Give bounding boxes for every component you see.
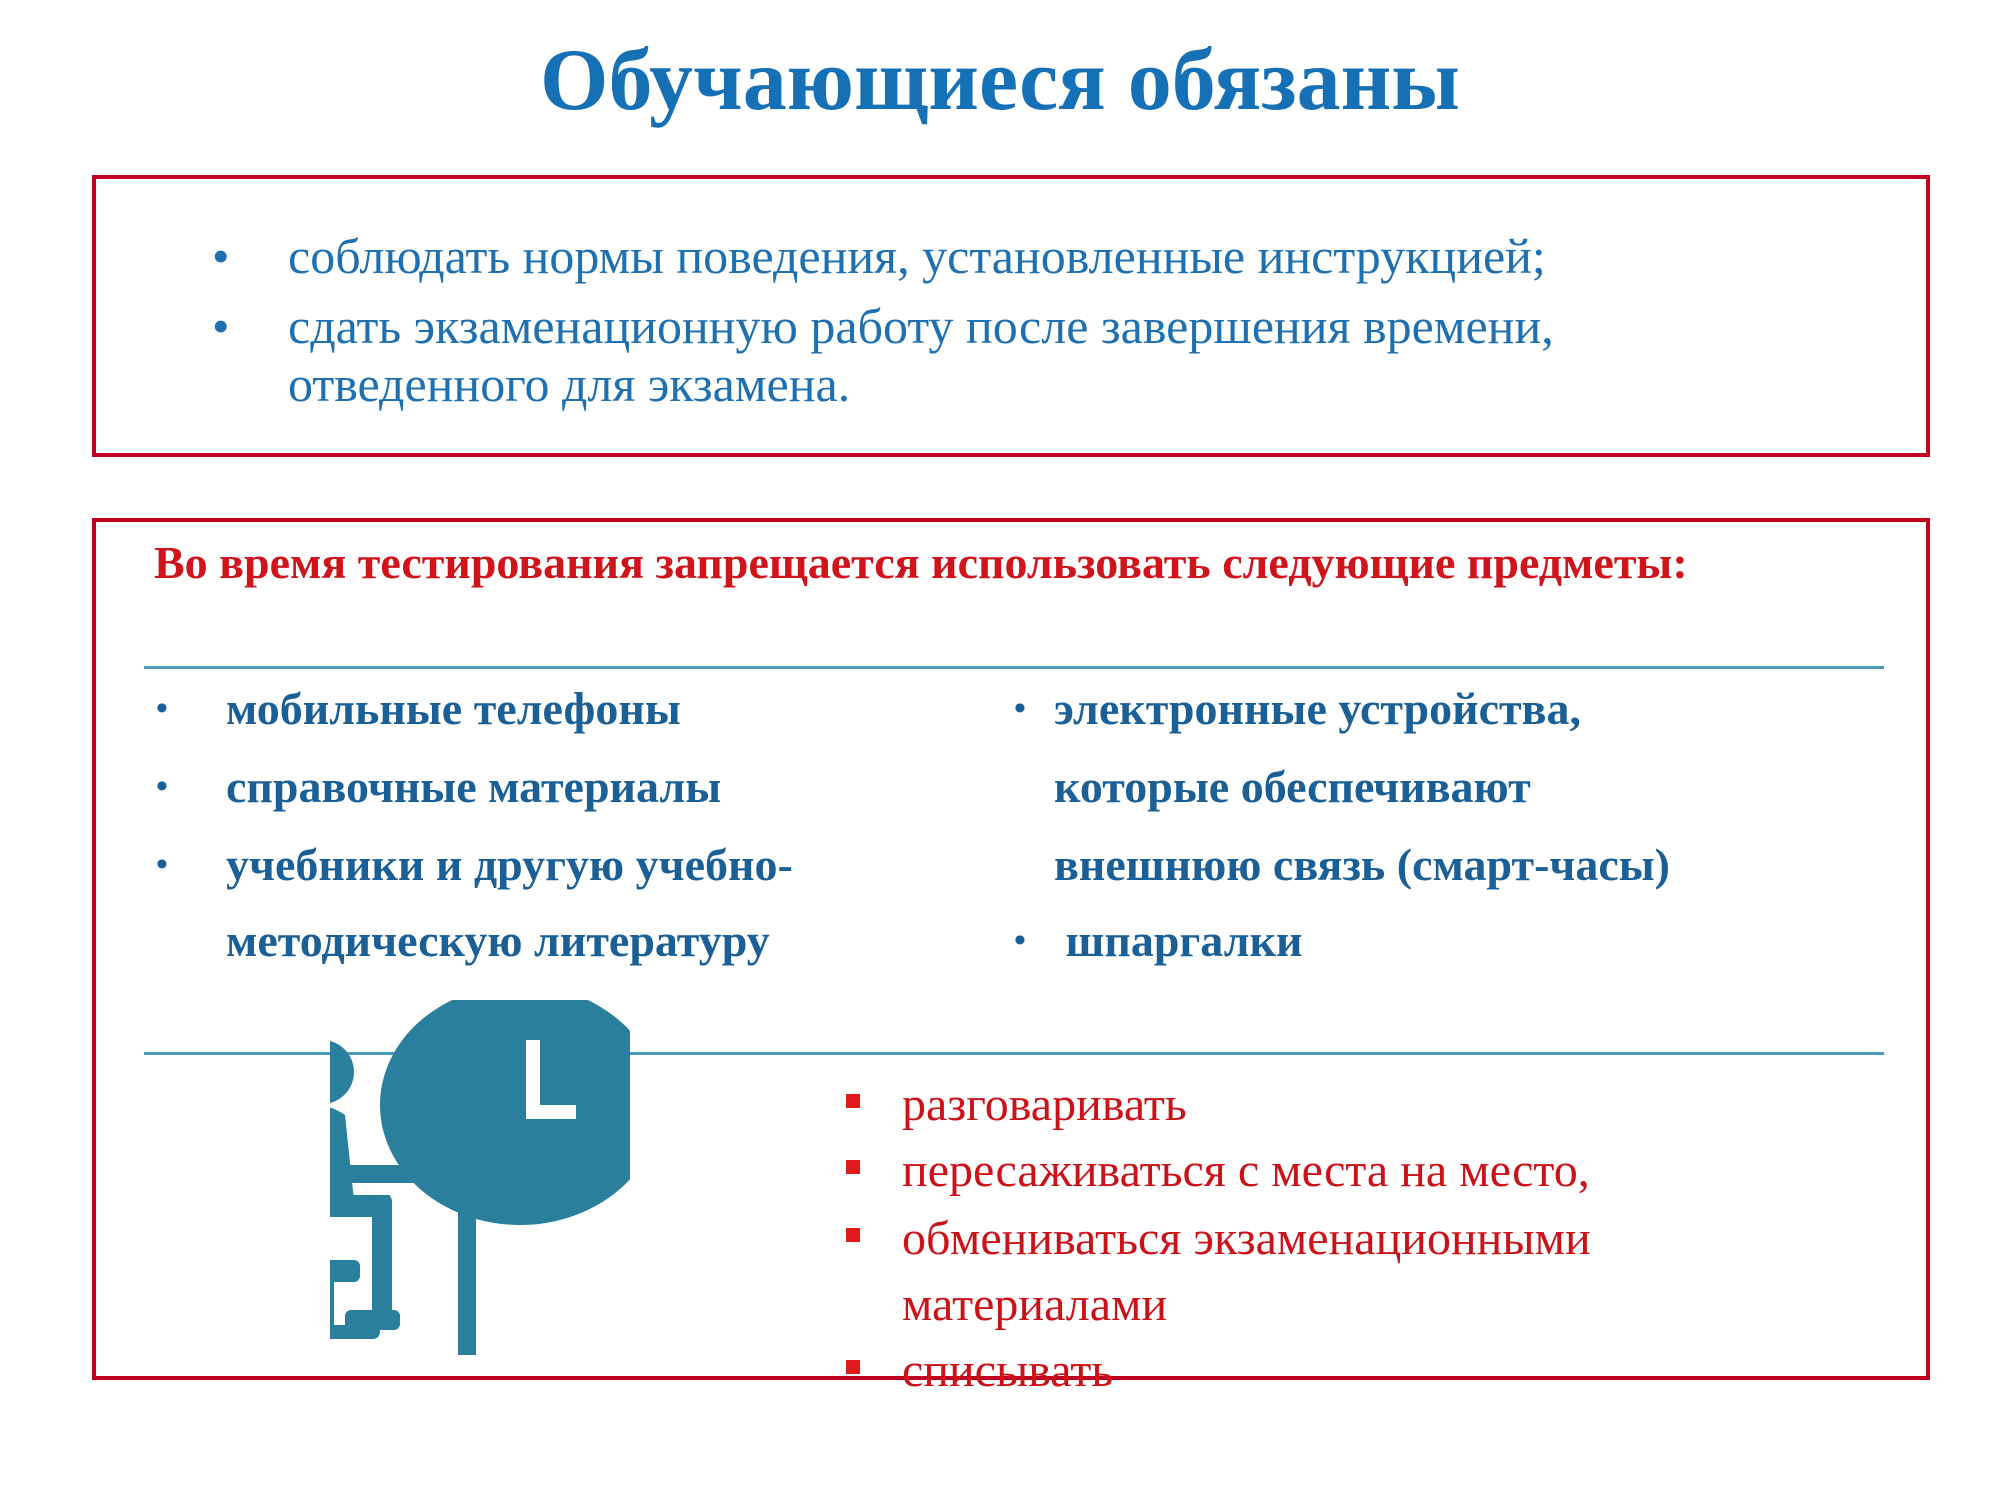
action-label: материалами (902, 1278, 1168, 1331)
item-label: внешнюю связь (смарт-часы) (1054, 839, 1670, 890)
prohibited-heading: Во время тестирования запрещается использовать следующие предметы: (154, 537, 1688, 588)
action-item (846, 1076, 1187, 1134)
item-label: мобильные телефоны (226, 683, 681, 734)
item-label: которые обеспечивают (1054, 761, 1531, 812)
bullet: • (212, 228, 230, 284)
action-item (846, 1276, 1167, 1334)
action-item (846, 1142, 1590, 1200)
page-title: Обучающиеся обязаны (540, 32, 1460, 129)
action-label: списывать (902, 1344, 1114, 1397)
action-item (846, 1342, 1113, 1400)
list-item (156, 680, 681, 738)
item-label: справочные материалы (226, 761, 722, 812)
duties-box (92, 175, 1930, 457)
square-bullet (846, 1360, 860, 1374)
list-item (156, 758, 721, 816)
duty-text: соблюдать нормы поведения, установленные инструкцией; (288, 228, 1546, 284)
list-item (1014, 758, 1531, 816)
bullet: • (212, 298, 230, 354)
student-exam-clock-icon (330, 1000, 630, 1360)
bullet: • (156, 768, 168, 805)
duty-item (192, 297, 1706, 413)
square-bullet (846, 1160, 860, 1174)
square-bullet (846, 1094, 860, 1108)
item-label: электронные устройства, (1054, 683, 1581, 734)
item-label: учебники и другую учебно- (226, 839, 793, 890)
duty-text: сдать экзаменационную работу после завершения времени, отведенного для экзамена. (288, 298, 1554, 412)
bullet: • (1014, 922, 1026, 959)
action-label: обмениваться экзаменационными (902, 1212, 1591, 1265)
list-item (1014, 680, 1581, 738)
divider-top (144, 666, 1884, 669)
item-label: методическую литературу (226, 915, 770, 966)
list-item (156, 912, 770, 970)
square-bullet (846, 1228, 860, 1242)
action-item (846, 1210, 1591, 1268)
duty-item (192, 227, 1886, 285)
bullet: • (1014, 690, 1026, 727)
action-label: пересаживаться с места на место, (902, 1144, 1590, 1197)
bullet: • (156, 846, 168, 883)
list-item (1014, 912, 1303, 970)
item-label: шпаргалки (1054, 915, 1303, 966)
list-item (1014, 836, 1670, 894)
action-label: разговаривать (902, 1078, 1187, 1131)
list-item (156, 836, 793, 894)
bullet: • (156, 690, 168, 727)
